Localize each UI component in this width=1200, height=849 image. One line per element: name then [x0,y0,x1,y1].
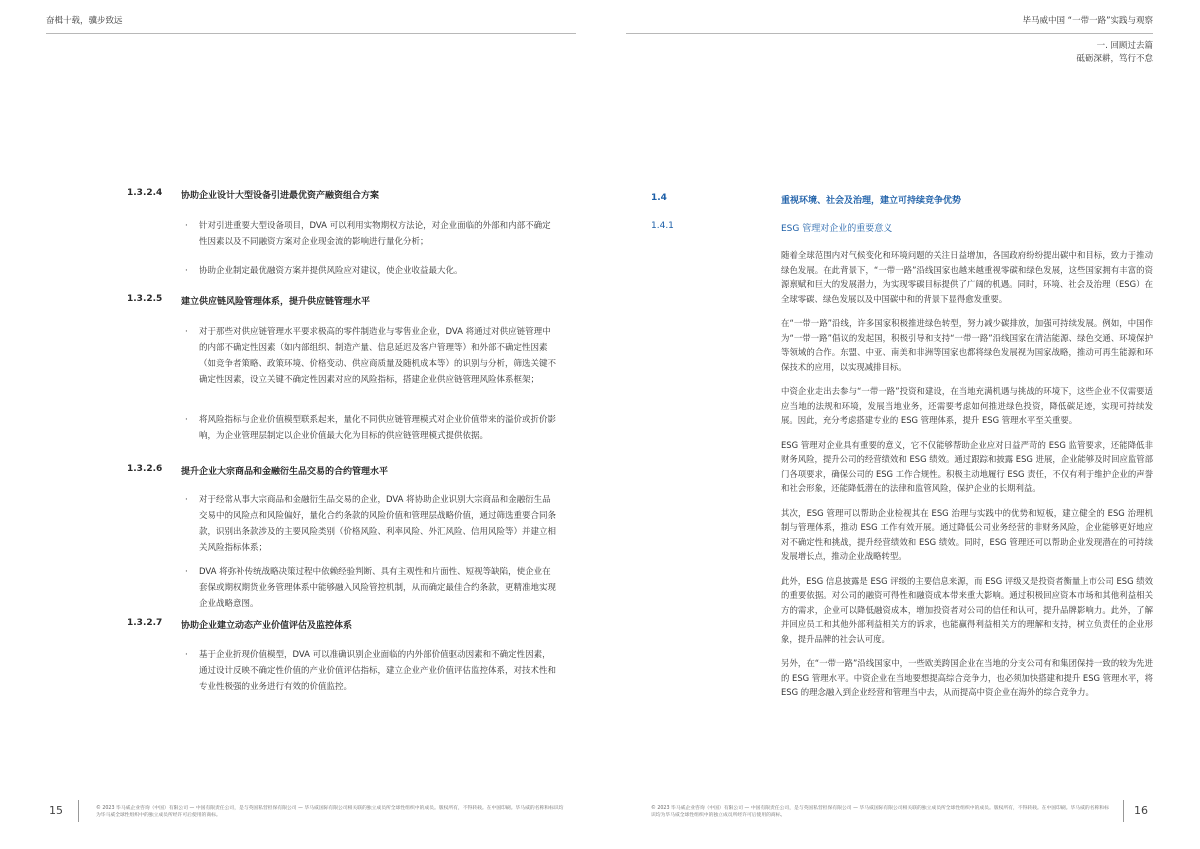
bullet-dot-icon: · [185,221,188,231]
body-paragraph: 此外，ESG 信息披露是 ESG 评级的主要信息来源，而 ESG 评级又是投资者衡量上市公司 ESG 绩效的重要依据。对公司的融资可得性和融资成本带来重大影响。通过积极回应资本市场和其他利益相关方的需求，企业可以降低融资成本，增加投资者对公司的信任和认可，提升品牌影响力。此外，了解并回应员工和其他外部利益相关方的诉求，也能赢得利益相关方的理解和支持，树立负责任的企业形象，提升品牌的社会认可度。 [781,575,1153,644]
header-left-title: 奋楫十载，骥步致远 [46,16,123,26]
subsection-number-1-4-1: 1.4.1 [651,221,674,231]
bullet-dot-icon: · [185,266,188,276]
bullet-text: 针对引进重要大型设备项目，DVA 可以利用实物期权方法论，对企业面临的外部和内部不确定性因素以及不同融资方案对企业现金流的影响进行量化分析； [199,221,551,247]
footnote-left: © 2023 毕马威企业咨询（中国）有限公司 — 中国有限责任公司，是与英国私营担保有限公司 — 毕马威国际有限公司相关联的独立成员所全球性组织中的成员。版权所有，不得转载。在中国印刷。毕马威的名称和标识均为毕马威全球性组织中的独立成员所经许可后使用的商标。 [96,806,564,818]
page-number-left: 15 [49,804,63,817]
bullet-dot-icon: · [185,495,188,505]
section-number-1-4: 1.4 [651,193,667,203]
bullet-item [185,218,557,250]
header-right-rule [626,33,1153,34]
chapter-title: 一. 回顾过去篇 [1096,41,1153,51]
section-number: 1.3.2.4 [127,188,163,198]
bullet-text: 对于经常从事大宗商品和金融衍生品交易的企业，DVA 将协助企业识别大宗商品和金融衍生品交易中的风险点和风险偏好，量化合约条款的风险价值和管理层战略价值，通过筛选重要合同条款，识别出条款涉及的主要风险类别（价格风险、利率风险、外汇风险、信用风险等）并建立相关风险指标体系； [199,495,557,553]
body-paragraph: 另外，在“一带一路”沿线国家中，一些欧美跨国企业在当地的分支公司有和集团保持一致的较为先进的 ESG 管理水平。中资企业在当地要想提高综合竞争力，也必须加快搭建和提升 ESG 管理水平，将 ESG 的理念融入到企业经营和管理当中去，从而提高中资企业在海外的综合竞争力。 [781,658,1153,697]
section-title-1-4: 重视环境、社会及治理，建立可持续竞争优势 [781,196,962,206]
footnote-right: © 2023 毕马威企业咨询（中国）有限公司 — 中国有限责任公司，是与英国私营担保有限公司 — 毕马威国际有限公司相关联的独立成员所全球性组织中的成员。版权所有，不得转载。在中国印刷。毕马威的名称和标识均为毕马威全球性组织中的独立成员所经许可后使用的商标。 [651,806,1109,818]
bullet-item [185,263,557,279]
subsection-title-1-4-1: ESG 管理对企业的重要意义 [781,224,893,234]
body-paragraph: ESG 管理对企业具有重要的意义，它不仅能够帮助企业应对日益严苛的 ESG 监管要求，还能降低非财务风险，提升公司的经营绩效和 ESG 绩效。通过跟踪和披露 ESG 进展，企业能够及时回应监管部门各项要求，确保公司的 ESG 工作合规性。积极主动地履行 ESG 责任，不仅有利于维护企业的声誉和社会形象，还能降低潜在的法律和监管风险，保护企业的长期利益。 [781,439,1153,493]
footer-divider-left [78,800,79,822]
bullet-dot-icon: · [185,650,188,660]
chapter-label [1076,40,1153,66]
section-number: 1.3.2.6 [127,464,163,474]
body-paragraph: 随着全球范围内对气候变化和环境问题的关注日益增加，各国政府纷纷提出碳中和目标，致力于推动绿色发展。在此背景下，“一带一路”沿线国家也越来越重视零碳和绿色发展，这些国家拥有丰富的资源禀赋和巨大的发展潜力，为实现零碳目标提供了广阔的机遇。同时，环境、社会及治理（ESG）在全球零碳、绿色发展以及中国碳中和的背景下显得愈发重要。 [781,250,1153,304]
chapter-subtitle: 砥砺深耕，笃行不怠 [1076,54,1153,64]
section-title: 协助企业设计大型设备引进最优资产融资组合方案 [181,191,380,201]
section-title: 协助企业建立动态产业价值评估及监控体系 [181,621,353,631]
body-paragraph: 在“一带一路”沿线，许多国家积极推进绿色转型，努力减少碳排放，加强可持续发展。例如，中国作为“一带一路”倡议的发起国，积极引导和支持“一带一路”沿线国家在清洁能源、绿色交通、环境保护等领域的合作。东盟、中亚、南美和非洲等国家也都将绿色发展视为国家战略，推动可再生能源和环保技术的应用，以实现减排目标。 [781,318,1153,372]
bullet-text: DVA 将弥补传统战略决策过程中依赖经验判断、具有主观性和片面性、短视等缺陷，使企业在套保或期权期货业务管理体系中能够融入风险管控机制，从而确定最佳合约条款，更精准地实现企业战略意图。 [199,567,557,609]
section-number: 1.3.2.5 [127,294,163,304]
bullet-item [185,412,557,444]
section-title: 建立供应链风险管理体系，提升供应链管理水平 [181,297,371,307]
bullet-item [185,492,557,556]
header-left-rule [46,33,576,34]
bullet-dot-icon: · [185,327,188,337]
bullet-text: 对于那些对供应链管理水平要求极高的零件制造业与零售业企业，DVA 将通过对供应链管理中的内部不确定性因素（如内部组织、制造产量、信息延迟及客户管理等）和外部不确定性因素（如竞争者策略、政策环境、价格变动、供应商质量及随机成本等）的识别与分析，筛选关键不确定性因素，设立关键不确定性因素对应的风险指标，搭建企业供应链管理风险体系框架； [199,327,557,385]
section-title: 提升企业大宗商品和金融衍生品交易的合约管理水平 [181,467,389,477]
bullet-text: 协助企业制定最优融资方案并提供风险应对建议，使企业收益最大化。 [199,266,463,276]
footer-divider-right [1123,800,1124,822]
section-number: 1.3.2.7 [127,618,163,628]
page-number-right: 16 [1134,804,1148,817]
body-paragraph: 中资企业走出去参与“一带一路”投资和建设，在当地充满机遇与挑战的环境下，这些企业不仅需要适应当地的法规和环境，发展当地业务，还需要考虑如何推进绿色投资，降低碳足迹，实现可持续发展。因此，充分考虑搭建专业的 ESG 管理体系，提升 ESG 管理水平至关重要。 [781,386,1153,425]
bullet-item [185,564,557,612]
body-paragraph: 其次，ESG 管理可以帮助企业检视其在 ESG 治理与实践中的优势和短板，建立健全的 ESG 治理机制与管理体系，推动 ESG 工作有效开展。通过降低公司业务经营的非财务风险，企业能够更好地应对不确定性和挑战，提升经营绩效和 ESG 绩效。同时，ESG 管理还可以帮助企业发现潜在的可持续发展增长点，推动企业战略转型。 [781,507,1153,561]
bullet-text: 基于企业折现价值模型，DVA 可以准确识别企业面临的内外部价值驱动因素和不确定性因素，通过设计反映不确定性价值的产业价值评估指标，建立企业产业价值评估监控体系，对技术性和专业性极强的业务进行有效的价值监控。 [199,650,557,692]
bullet-dot-icon: · [185,415,188,425]
header-right-title: 毕马威中国 “一带一路”实践与观察 [1022,16,1153,26]
right-page-body [781,248,1153,700]
bullet-text: 将风险指标与企业价值模型联系起来，量化不同供应链管理模式对企业价值带来的溢价或折价影响，为企业管理层制定以企业价值最大化为目标的供应链管理模式提供依据。 [199,415,557,441]
bullet-item [185,324,557,388]
bullet-dot-icon: · [185,567,188,577]
bullet-item [185,647,557,695]
